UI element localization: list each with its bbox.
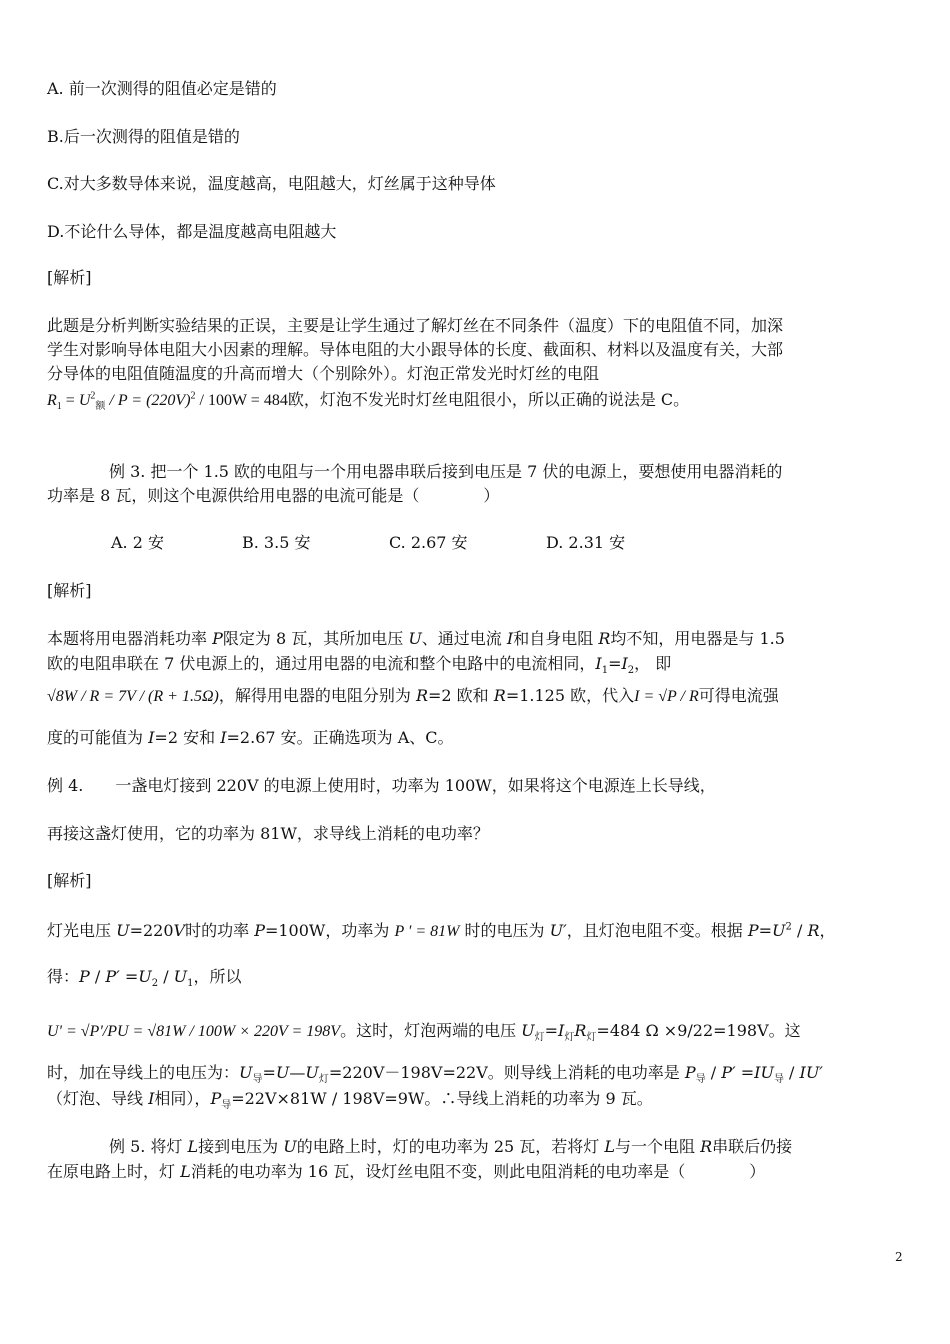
page-number: 2	[895, 1250, 903, 1264]
ex4-analysis-line-5: （灯泡、导线 I相同），$P_导=22V\times 81W / 198V=9W$。∴导线上消耗的功率为 9 瓦。	[47, 1089, 653, 1112]
ex2-option-c: C.对大多数导体来说，温度越高，电阻越大，灯丝属于这种导体	[47, 174, 496, 193]
ex3-analysis-line-3: √8W / R = 7V / (R + 1.5Ω)，解得用电器的电阻分别为 R=2 欧和 R=1.125 欧，代入I = √P / R可得电流强	[47, 686, 779, 705]
ex2-option-a: A. 前一次测得的阻值必定是错的	[47, 79, 277, 98]
ex4-question-line-1: 例 4. 一盏电灯接到 220V 的电源上使用时，功率为 100W，如果将这个电源连上长导线，	[47, 776, 716, 795]
ex3-analysis-line-2: 欧的电阻串联在 7 伏电源上的，通过用电器的电流和整个电路中的电流相同，$I_1=I_2$， 即	[47, 654, 672, 677]
ex2-analysis-line-4: $R_1 = U^2_额 / P = (220V)^2 / 100W = 484$欧，灯泡不发光时灯丝电阻很小，所以正确的说法是 C。	[47, 390, 690, 413]
current-formula: I = √P / R	[634, 688, 699, 705]
ex2-analysis-line-1: 此题是分析判断实验结果的正误，主要是让学生通过了解灯丝在不同条件（温度）下的电阻值不同，加深	[47, 316, 784, 335]
ex3-option-d: D. 2.31 安	[546, 533, 626, 552]
ex3-question-line-1: 例 3. 把一个 1.5 欧的电阻与一个用电器串联后接到电压是 7 伏的电源上，要想使用电器消耗的	[109, 462, 783, 481]
ex4-analysis-line-1: 灯光电压 U=220V时的功率 P=100W，功率为 P ' = 81W 时的电压为 U′，且灯泡电阻不变。根据 $P=U^2 / R$，	[47, 921, 836, 940]
ex2-analysis-line-2: 学生对影响导体电阻大小因素的理解。导体电阻的大小跟导体的长度、截面积、材料以及温度有关，大部	[47, 340, 784, 359]
ex3-question-line-2: 功率是 8 瓦，则这个电源供给用电器的电流可能是（ ）	[47, 486, 500, 505]
ex3-option-b: B. 3.5 安	[242, 533, 311, 552]
resistance-formula: $R_1 = U^2_额 / P = (220V)^2 / 100W = 484$	[47, 390, 288, 413]
ex4-analysis-line-3: U' = √P'/PU = √81W / 100W × 220V = 198V。这时，灯泡两端的电压 $U_灯=I_灯R_灯=484$ Ω ×9/22=198V。这	[47, 1021, 801, 1044]
ex3-analysis-line-4: 度的可能值为 I=2 安和 I=2.67 安。正确选项为 A、C。	[47, 728, 454, 747]
ex2-analysis-label: [解析]	[47, 268, 92, 287]
ex2-option-d: D.不论什么导体，都是温度越高电阻越大	[47, 222, 337, 241]
series-equation: √8W / R = 7V / (R + 1.5Ω)	[47, 688, 219, 705]
ex4-question-line-2: 再接这盏灯使用，它的功率为 81W，求导线上消耗的电功率？	[47, 824, 489, 843]
ex4-analysis-label: [解析]	[47, 871, 92, 890]
ex4-analysis-line-2: 得：$P / P' =U_2 / U_1$，所以	[47, 967, 242, 990]
voltage-formula: U' = √P'/PU = √81W / 100W × 220V = 198V	[47, 1023, 341, 1040]
ex3-option-a: A. 2 安	[111, 533, 164, 552]
ex3-analysis-label: [解析]	[47, 581, 92, 600]
ex2-analysis-line-3: 分导体的电阻值随温度的升高而增大（个别除外）。灯泡正常发光时灯丝的电阻	[47, 364, 600, 383]
ex5-question-line-2: 在原电路上时，灯 L消耗的电功率为 16 瓦，设灯丝电阻不变，则此电阻消耗的电功率是（ ）	[47, 1162, 766, 1181]
ex2-option-b: B.后一次测得的阻值是错的	[47, 127, 240, 146]
ex5-question-line-1: 例 5. 将灯 L接到电压为 U的电路上时，灯的电功率为 25 瓦，若将灯 L与一个电阻 R串联后仍接	[109, 1137, 793, 1156]
power-formula: P ' = 81W	[394, 923, 460, 940]
ex4-analysis-line-4: 时，加在导线上的电压为：$U_导=U—U_灯=220V-198V=22V$。则导线上消耗的电功率是 $P_导 / P' =IU_导 / IU'$	[47, 1063, 823, 1086]
ex3-option-c: C. 2.67 安	[389, 533, 468, 552]
ex3-analysis-line-1: 本题将用电器消耗功率 P限定为 8 瓦，其所加电压 U、通过电流 I和自身电阻 R均不知，用电器是与 1.5	[47, 629, 785, 648]
